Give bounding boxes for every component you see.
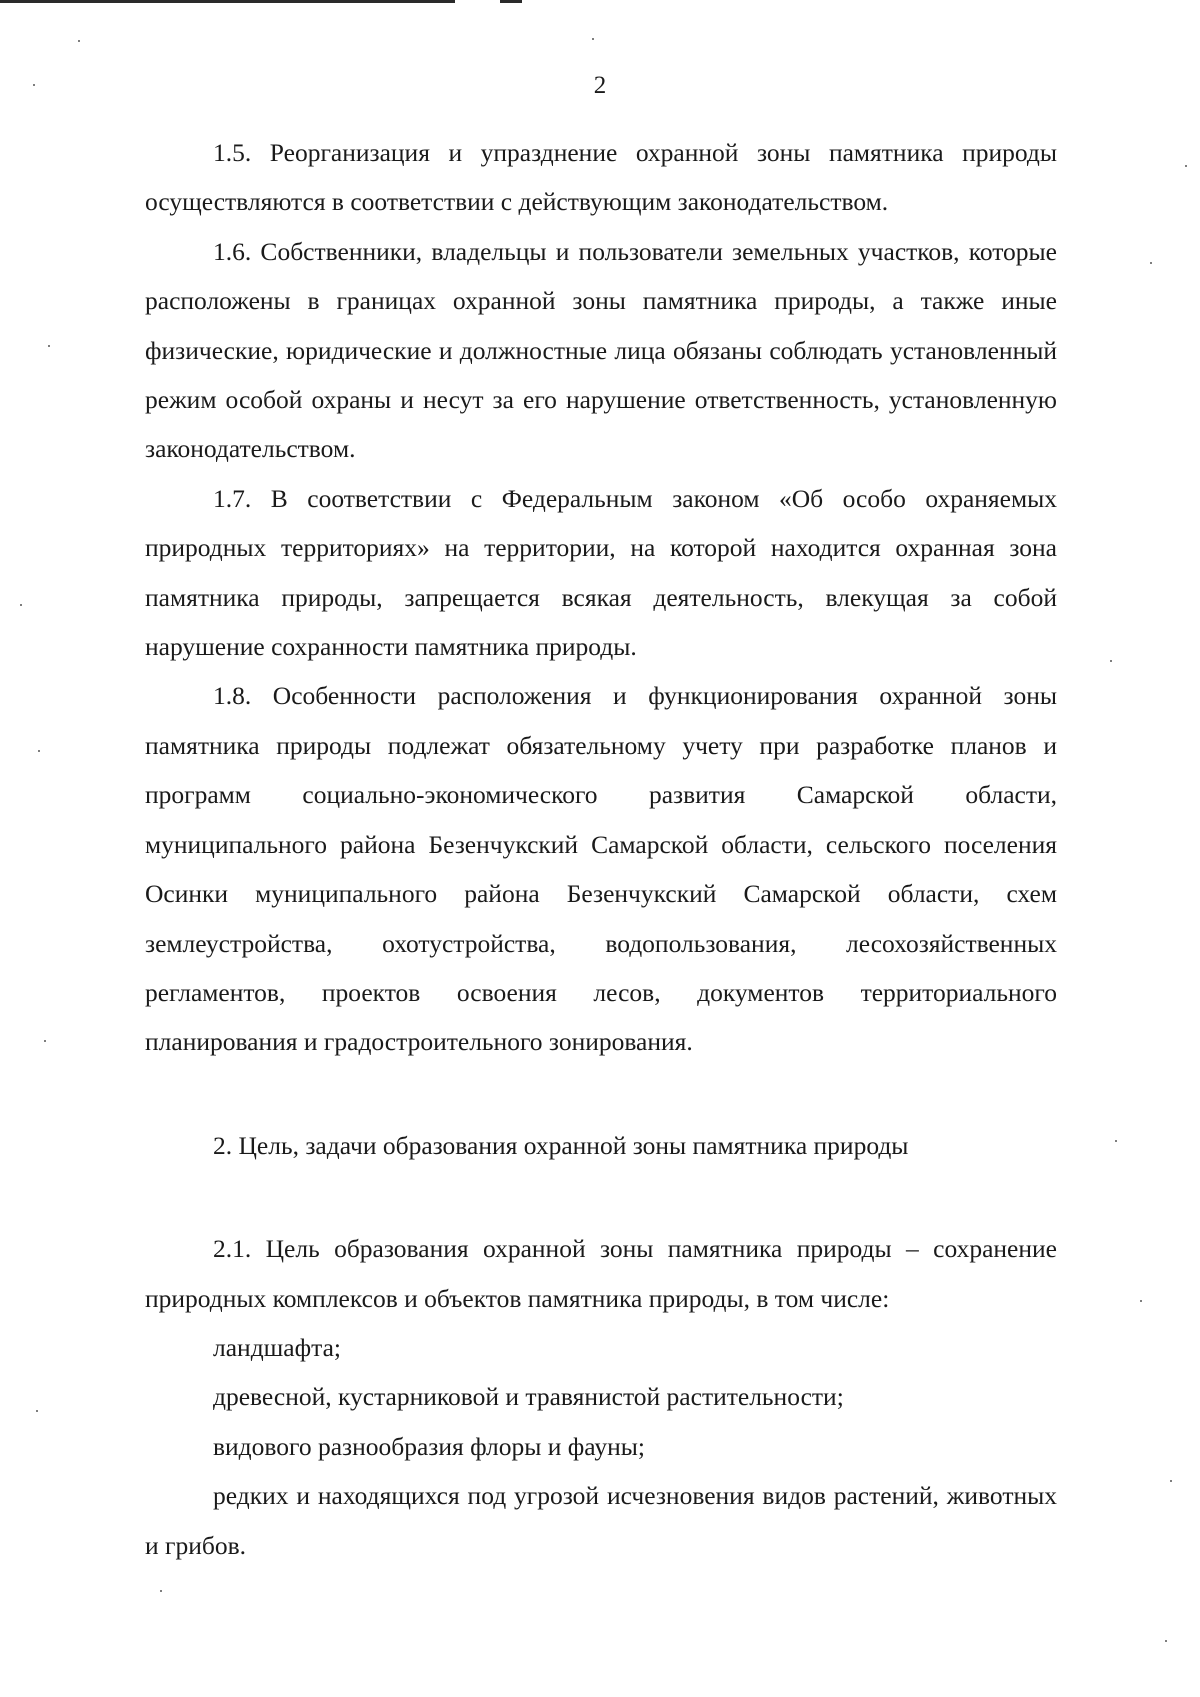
list-item: ландшафта; <box>213 1332 341 1362</box>
scan-speck <box>20 604 22 606</box>
list-item: редких и находящихся под угрозой исчезновения видов растений, животных и грибов. <box>145 1481 1057 1560</box>
document-body <box>145 128 1057 1570</box>
scan-edge-mark <box>0 0 455 3</box>
paragraph-2-1: 2.1. Цель образования охранной зоны памятника природы – сохранение природных комплексов и объектов памятника природы, в том числе: <box>145 1234 1057 1313</box>
scan-edge-mark <box>500 0 522 3</box>
scan-speck <box>33 84 35 86</box>
scan-speck <box>1170 1480 1172 1482</box>
page-number: 2 <box>593 72 607 99</box>
scan-speck <box>1150 262 1152 264</box>
paragraph-1-7: 1.7. В соответствии с Федеральным законом «Об особо охраняемых природных территориях» на территории, на которой находится охранная зона памятника природы, запрещается всякая деятельность, влекущая за собой нарушение сохранности памятника природы. <box>145 483 1057 662</box>
section-2-heading: 2. Цель, задачи образования охранной зоны памятника природы <box>213 1130 909 1160</box>
scan-speck <box>1115 1140 1117 1142</box>
scan-speck <box>1140 1300 1142 1302</box>
scan-speck <box>44 1040 46 1042</box>
scan-speck <box>38 750 40 752</box>
scan-speck <box>1165 1640 1167 1642</box>
scan-speck <box>48 345 50 347</box>
scan-speck <box>592 38 594 40</box>
list-item: древесной, кустарниковой и травянистой растительности; <box>213 1382 844 1412</box>
scan-speck <box>78 40 80 42</box>
paragraph-1-6: 1.6. Собственники, владельцы и пользователи земельных участков, которые расположены в границах охранной зоны памятника природы, а также иные физические, юридические и должностные лица обязаны соблюдать установленный режим особой охраны и несут за его нарушение ответственность, установленную законодательством. <box>145 236 1057 464</box>
scan-speck <box>36 1410 38 1412</box>
paragraph-1-5: 1.5. Реорганизация и упразднение охранной зоны памятника природы осуществляются в соответствии с действующим законодательством. <box>145 138 1057 217</box>
scan-speck <box>1110 660 1112 662</box>
list-item: видового разнообразия флоры и фауны; <box>213 1431 645 1461</box>
paragraph-1-8: 1.8. Особенности расположения и функционирования охранной зоны памятника природы подлежат обязательному учету при разработке планов и программ социально-экономического развития Самарской области, муниципального района Безенчукский Самарской области, сельского поселения Осинки муниципального района Безенчукский Самарской области, схем землеустройства, охотустройства, водопользования, лесохозяйственных регламентов, проектов освоения лесов, документов территориального планирования и градостроительного зонирования. <box>145 681 1057 1057</box>
scan-speck <box>160 1590 162 1592</box>
scan-speck <box>1185 165 1187 167</box>
